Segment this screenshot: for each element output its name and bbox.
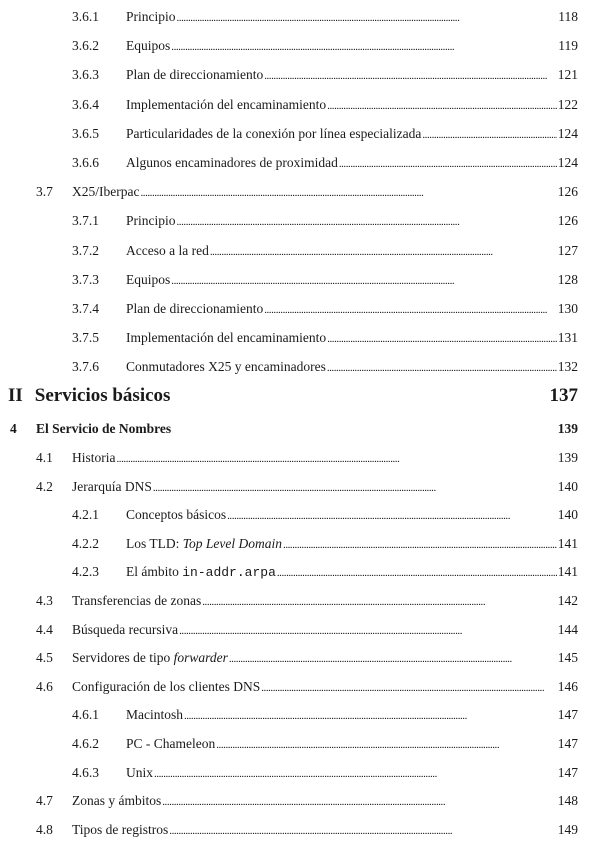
entry-number: 3.7	[36, 184, 53, 200]
toc-entry[interactable]	[0, 791, 600, 811]
entry-body	[72, 648, 578, 669]
toc-entry[interactable]	[0, 677, 600, 697]
entry-body	[126, 270, 578, 291]
entry-title	[126, 65, 263, 85]
entry-title-text: Plan de direccionamiento	[126, 301, 264, 316]
entry-title-text: Unix	[126, 764, 153, 780]
entry-title	[72, 791, 161, 811]
toc-entry[interactable]	[0, 591, 600, 611]
entry-title-italic: Top Level Domain	[182, 535, 283, 551]
entry-title-text: Configuración de los clientes DNS	[72, 678, 261, 694]
entry-number: 3.6.5	[72, 125, 99, 141]
entry-number: 4.3	[36, 593, 53, 608]
dot-leader	[327, 329, 557, 349]
entry-body	[126, 763, 578, 784]
entry-body	[72, 677, 578, 698]
part-title: Servicios básicos	[34, 385, 171, 406]
part-page: 137	[549, 385, 578, 406]
part-number: II	[8, 385, 23, 406]
dot-leader	[169, 821, 556, 841]
entry-title-text: Equipos	[126, 271, 171, 287]
entry-page: 140	[557, 478, 578, 494]
toc-entry[interactable]	[0, 448, 600, 468]
toc-entry[interactable]	[0, 620, 600, 640]
entry-title-text: Plan de direccionamiento	[126, 67, 264, 83]
dot-leader	[117, 449, 557, 469]
entry-page: 131	[557, 330, 578, 346]
entry-title	[126, 95, 326, 115]
toc-entry[interactable]	[0, 328, 600, 348]
entry-number: 4.4	[36, 621, 53, 637]
entry-title	[126, 7, 176, 27]
entry-title	[126, 241, 209, 261]
entry-title-text: Conceptos básicos	[126, 507, 227, 523]
entry-title-text: Principio	[126, 213, 176, 229]
toc-entry[interactable]	[0, 95, 600, 115]
entry-body	[126, 65, 578, 86]
entry-title	[126, 36, 170, 56]
toc-entry[interactable]	[0, 270, 600, 290]
entry-number: 4.5	[36, 650, 53, 666]
toc-entry[interactable]	[0, 299, 600, 319]
entry-title	[72, 677, 260, 697]
entry-page: 141	[557, 564, 578, 580]
toc-entry[interactable]	[0, 357, 600, 377]
toc-entry[interactable]	[0, 182, 600, 202]
entry-page: 142	[557, 593, 578, 608]
entry-title-text: Servidores de tipo	[72, 650, 174, 666]
entry-body	[72, 448, 578, 469]
toc-entry[interactable]	[0, 705, 600, 725]
entry-title	[72, 448, 116, 468]
toc-entry[interactable]	[0, 763, 600, 783]
entry-number: 3.6.3	[72, 67, 99, 83]
entry-page: 141	[557, 535, 578, 551]
dot-leader	[264, 300, 557, 320]
entry-number: 3.7.2	[72, 242, 99, 258]
entry-title-text: Transferencias de zonas	[72, 593, 202, 608]
entry-number: 3.6.1	[72, 9, 99, 24]
toc-entry[interactable]	[0, 124, 600, 144]
entry-page: 149	[557, 821, 578, 837]
chapter-number: 4	[10, 421, 17, 436]
entry-number: 3.6.6	[72, 155, 99, 170]
entry-number: 4.6.2	[72, 736, 99, 751]
entry-title	[126, 534, 282, 554]
dot-leader	[277, 563, 557, 583]
entry-page: 130	[557, 301, 578, 316]
entry-title	[72, 477, 152, 497]
entry-title	[126, 124, 421, 144]
entry-title-text: Equipos	[126, 38, 171, 54]
entry-number: 4.1	[36, 450, 53, 465]
entry-title	[126, 357, 326, 377]
chapter-page: 139	[557, 421, 578, 436]
entry-body	[126, 153, 578, 174]
entry-title-text: Macintosh	[126, 707, 183, 723]
entry-body	[126, 36, 578, 57]
dot-leader	[327, 96, 557, 116]
entry-page: 145	[557, 650, 578, 666]
chapter-title: El Servicio de Nombres	[36, 421, 172, 436]
entry-body	[126, 7, 578, 28]
entry-title	[72, 820, 168, 840]
dot-leader	[261, 678, 557, 698]
entry-body	[126, 211, 578, 232]
dot-leader	[177, 212, 557, 232]
entry-page: 147	[557, 707, 578, 723]
entry-page: 140	[557, 507, 578, 523]
entry-title	[72, 620, 178, 640]
entry-title	[126, 153, 338, 173]
dot-leader	[283, 535, 557, 555]
entry-number: 3.7.1	[72, 213, 99, 229]
dot-leader	[210, 242, 557, 262]
entry-body	[72, 591, 578, 612]
entry-body	[126, 241, 578, 262]
entry-page: 126	[557, 184, 578, 200]
entry-page: 132	[557, 359, 578, 375]
dot-leader	[179, 621, 557, 641]
entry-title-text: Los TLD:	[126, 535, 183, 551]
dot-leader	[327, 358, 557, 378]
toc-entry[interactable]	[0, 505, 600, 525]
dot-leader	[216, 735, 557, 755]
dot-leader	[184, 706, 557, 726]
part-heading	[8, 385, 578, 407]
toc-entry[interactable]	[0, 648, 600, 668]
entry-title-text: Búsqueda recursiva	[72, 621, 179, 637]
entry-number: 4.2	[36, 478, 53, 494]
entry-body	[126, 534, 578, 555]
entry-number: 3.7.6	[72, 359, 99, 375]
toc-entry[interactable]	[0, 65, 600, 85]
entry-page: 144	[557, 621, 578, 637]
entry-title	[72, 182, 139, 202]
entry-title-text: Zonas y ámbitos	[72, 793, 162, 809]
entry-page: 122	[557, 96, 578, 112]
dot-leader	[162, 792, 557, 812]
entry-title-text: X25/Iberpac	[72, 184, 140, 200]
entry-number: 4.2.1	[72, 507, 99, 523]
entry-body	[126, 562, 578, 583]
entry-title	[126, 705, 183, 725]
entry-page: 139	[557, 450, 578, 465]
entry-title-text: Acceso a la red	[126, 242, 209, 258]
entry-number: 4.6.3	[72, 764, 99, 780]
toc-entry[interactable]	[0, 534, 600, 554]
entry-body	[126, 734, 578, 755]
entry-title-text: Conmutadores X25 y encaminadores	[126, 359, 326, 375]
entry-title	[126, 562, 276, 583]
entry-title-text: Implementación del encaminamiento	[126, 96, 327, 112]
entry-title	[72, 648, 228, 668]
entry-number: 3.7.5	[72, 330, 99, 346]
entry-page: 128	[557, 271, 578, 287]
entry-page: 148	[557, 793, 578, 809]
entry-number: 3.6.2	[72, 38, 99, 54]
entry-title	[72, 591, 201, 611]
entry-body	[126, 299, 578, 320]
entry-body	[72, 182, 578, 203]
entry-page: 127	[557, 242, 578, 258]
entry-number: 4.6	[36, 678, 53, 694]
entry-title-italic: forwarder	[173, 650, 228, 666]
entry-title-code: in-addr.arpa	[182, 565, 276, 581]
entry-body	[72, 477, 578, 498]
entry-body	[72, 620, 578, 641]
toc-entry[interactable]	[0, 477, 600, 497]
entry-title-text: Implementación del encaminamiento	[126, 330, 327, 346]
toc-entry[interactable]	[0, 562, 600, 582]
entry-title	[126, 763, 153, 783]
entry-number: 3.6.4	[72, 96, 99, 112]
toc-entry[interactable]	[0, 734, 600, 754]
entry-page: 121	[557, 67, 578, 83]
dot-leader	[202, 592, 557, 612]
dot-leader	[154, 764, 557, 784]
entry-title-text: Particularidades de la conexión por línea especializada	[126, 125, 422, 141]
dot-leader	[422, 125, 556, 145]
entry-title-text: El ámbito	[126, 564, 183, 580]
entry-title	[126, 299, 263, 319]
entry-number: 4.6.1	[72, 707, 99, 723]
entry-page: 124	[557, 155, 578, 170]
entry-page: 118	[558, 9, 578, 24]
entry-number: 3.7.3	[72, 271, 99, 287]
dot-leader	[171, 37, 557, 57]
toc-entry[interactable]	[0, 211, 600, 231]
entry-title	[126, 270, 170, 290]
entry-title-text: Jerarquía DNS	[72, 478, 152, 494]
entry-body	[126, 124, 578, 145]
entry-page: 119	[558, 38, 578, 54]
dot-leader	[227, 506, 557, 526]
entry-body	[126, 328, 578, 349]
toc-entry[interactable]	[0, 820, 600, 840]
entry-title	[126, 328, 326, 348]
entry-number: 4.7	[36, 793, 53, 809]
entry-title	[126, 734, 215, 754]
dot-leader	[229, 649, 557, 669]
dot-leader	[153, 478, 557, 498]
entry-page: 147	[557, 736, 578, 751]
entry-body	[126, 95, 578, 116]
entry-title-text: PC - Chameleon	[126, 736, 216, 751]
dot-leader	[264, 66, 557, 86]
entry-title-text: Principio	[126, 9, 176, 24]
entry-title-text: Historia	[72, 450, 116, 465]
entry-page: 124	[557, 125, 578, 141]
dot-leader	[339, 154, 557, 174]
entry-title	[126, 211, 176, 231]
entry-number: 4.2.2	[72, 535, 99, 551]
entry-number: 4.8	[36, 821, 53, 837]
toc-entry[interactable]	[0, 241, 600, 261]
entry-number: 4.2.3	[72, 564, 99, 580]
toc-entry[interactable]	[0, 36, 600, 56]
chapter-heading	[10, 421, 578, 441]
entry-title-text: Tipos de registros	[72, 821, 169, 837]
entry-body	[126, 357, 578, 378]
dot-leader	[171, 271, 556, 291]
dot-leader	[140, 183, 556, 203]
entry-body	[72, 791, 578, 812]
entry-body	[126, 505, 578, 526]
toc-entry[interactable]	[0, 7, 600, 27]
entry-body	[72, 820, 578, 841]
entry-body	[126, 705, 578, 726]
toc-entry[interactable]	[0, 153, 600, 173]
entry-page: 146	[557, 678, 578, 694]
entry-page: 147	[557, 764, 578, 780]
entry-page: 126	[557, 213, 578, 229]
entry-title-text: Algunos encaminadores de proximidad	[126, 155, 338, 170]
entry-number: 3.7.4	[72, 301, 99, 316]
entry-title	[126, 505, 226, 525]
dot-leader	[177, 8, 558, 28]
